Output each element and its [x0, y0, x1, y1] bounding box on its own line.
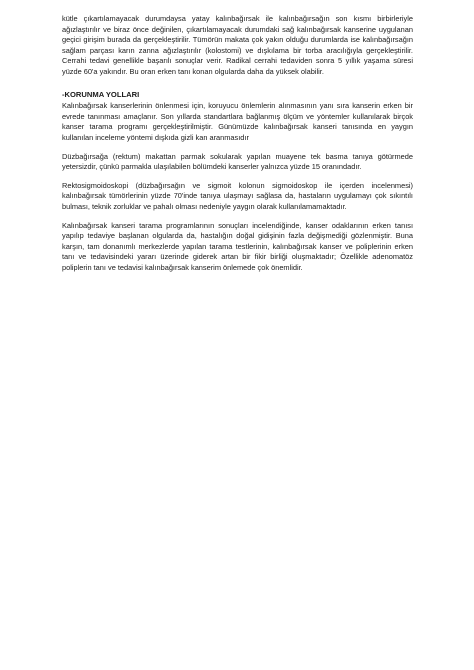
- section-heading: -KORUNMA YOLLARI: [62, 89, 140, 99]
- intro-paragraph: kütle çıkartılamayacak durumdaysa yatay kalınbağırsak ile kalınbağırsağın son kısmı birbirleriyle ağızlaştırılır ve biraz önce değinilen, çıkartılamayacak durumdaki sağ kalınbağırsak kanserine uygulanan geçici girişim burada da gerçekleştirilir. Tümörün makata çok yakın olduğu durumlarda ise kalınbağırsağın sağlam parçası karın zanna ağızlaştırılır (kolostomi) ve dışkılama bir torba aracılığıyla gerçekleştirilir. Cerrahi tedavi genellikle başarılı sonuçlar verir. Radikal cerrahi tedaviden sonra 5 yıllık yaşama süresi yüzde 60'a yakındır. Bu oran erken tanı konan olgularda daha da yüksek olabilir.: [62, 14, 413, 76]
- paragraph-prevention: Kalınbağırsak kanserlerinin önlenmesi için, koruyucu önlemlerin alınmasının yanı sıra kanserin erken bir evrede tanınması amaçlanır. Son yıllarda standartlara bağlanmış ölçüm ve yöntemler kullanılarak birçok kanser tarama programı gerçekleştirilmiştir. Günümüzde kalınbağırsak kanseri tanısında en yaygın kullanılan inceleme yöntemi dışkıda gizli kan aranmasıdır: [62, 101, 413, 142]
- paragraph-screening-results: Kalınbağırsak kanseri tarama programlarının sonuçları incelendiğinde, kanser odaklarının erken tanısı yapılıp tedaviye başlanan olgularda da, hastalığın doğal gidişinin fazla değişmediği gözlenmiştir. Buna karşın, tam donanımlı merkezlerde yapılan tarama testlerinin, kalınbağırsak kanser ve poliplerinin erken tanı ve tedavisindeki yararı üzerinde giderek artan bir fikir birliği oluşmaktadır; Özellikle adenomatöz poliplerin tanı ve tedavisi kalınbağırsak kanserim önlemede çok önemlidir.: [62, 220, 413, 272]
- paragraph-rectosigmoidoscopy: Rektosigmoidoskopi (düzbağırsağın ve sigmoit kolonun sigmoidoskop ile içerden incelenmesi) kalınbağırsak tümörlerinin yüzde 70'inde tanıya ulaşmayı sağlasa da, hastaların uygulamayı çok sıkıntılı bulması, teknik zorluklar ve pahalı olması nedeniyle yaygın olarak kullanılamamaktadır.: [62, 180, 413, 211]
- document-page: [62, 14, 413, 281]
- paragraph-rectal-exam: Düzbağırsağa (rektum) makattan parmak sokularak yapılan muayene tek basma tanıya götürmede yetersizdir, çünkü parmakla ulaşılabilen bölümdeki kanserler yalnızca yüzde 15 oranındadır.: [62, 151, 413, 172]
